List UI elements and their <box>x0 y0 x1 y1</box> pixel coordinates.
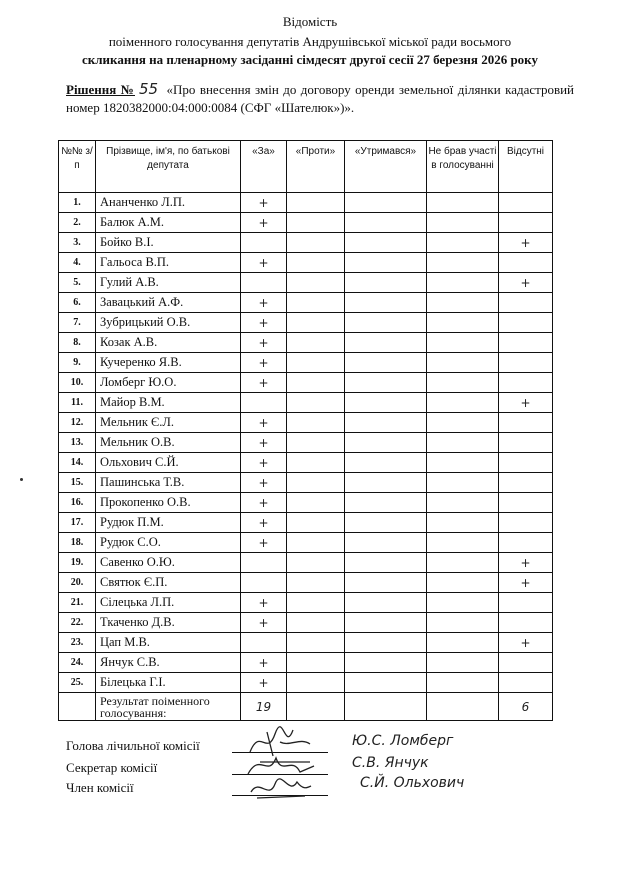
secretary-label: Секретар комісії <box>66 760 158 775</box>
vote-cell-vidsutni <box>499 373 553 393</box>
vote-cell-za <box>241 553 287 573</box>
vote-cell-ne-brav <box>427 453 499 473</box>
vote-cell-vidsutni <box>499 413 553 433</box>
vote-cell-utrymavsia <box>345 533 427 553</box>
result-row <box>59 693 553 721</box>
vote-cell-proty <box>287 493 345 513</box>
vote-cell-utrymavsia <box>345 313 427 333</box>
vote-cell-proty <box>287 533 345 553</box>
row-number: 22. <box>59 613 96 633</box>
deputy-name: Бойко В.І. <box>96 233 241 253</box>
vote-cell-utrymavsia <box>345 653 427 673</box>
vote-cell-vidsutni <box>499 293 553 313</box>
member-name: С.Й. Ольхович <box>360 775 465 791</box>
row-number: 6. <box>59 293 96 313</box>
vote-cell-vidsutni <box>499 673 553 693</box>
row-number: 3. <box>59 233 96 253</box>
row-number: 20. <box>59 573 96 593</box>
vote-cell-proty <box>287 333 345 353</box>
vote-cell-ne-brav <box>427 513 499 533</box>
vote-cell-vidsutni <box>499 473 553 493</box>
vote-cell-za <box>241 573 287 593</box>
vote-cell-utrymavsia <box>345 433 427 453</box>
table-row <box>59 393 553 413</box>
vote-cell-vidsutni <box>499 313 553 333</box>
vote-cell-za <box>241 233 287 253</box>
vote-cell-proty <box>287 193 345 213</box>
vote-cell-ne-brav <box>427 673 499 693</box>
vote-cell-proty <box>287 613 345 633</box>
row-number: 13. <box>59 433 96 453</box>
deputy-name: Майор В.М. <box>96 393 241 413</box>
deputy-name: Гулий А.В. <box>96 273 241 293</box>
row-number: 18. <box>59 533 96 553</box>
table-row <box>59 573 553 593</box>
header-name: Прізвище, ім'я, по батькові депутата <box>96 141 241 193</box>
table-row <box>59 653 553 673</box>
row-number: 2. <box>59 213 96 233</box>
vote-cell-ne-brav <box>427 313 499 333</box>
vote-cell-proty <box>287 313 345 333</box>
table-row <box>59 213 553 233</box>
header-utrymavsia: «Утримався» <box>345 141 427 193</box>
deputy-name: Прокопенко О.В. <box>96 493 241 513</box>
vote-cell-ne-brav <box>427 533 499 553</box>
vote-cell-za: + <box>241 353 287 373</box>
deputy-name: Білецька Г.І. <box>96 673 241 693</box>
vote-cell-vidsutni <box>499 253 553 273</box>
vote-cell-vidsutni: + <box>499 553 553 573</box>
deputy-name: Святюк Є.П. <box>96 573 241 593</box>
vote-cell-utrymavsia <box>345 293 427 313</box>
vote-cell-proty <box>287 413 345 433</box>
vote-cell-utrymavsia <box>345 453 427 473</box>
vote-cell-proty <box>287 593 345 613</box>
table-row <box>59 273 553 293</box>
vote-cell-utrymavsia <box>345 613 427 633</box>
header-number: №№ з/п <box>59 141 96 193</box>
vote-cell-ne-brav <box>427 333 499 353</box>
vote-cell-proty <box>287 513 345 533</box>
deputy-name: Балюк А.М. <box>96 213 241 233</box>
result-za-count: 19 <box>241 693 287 721</box>
table-row <box>59 633 553 653</box>
vote-cell-vidsutni <box>499 353 553 373</box>
vote-cell-utrymavsia <box>345 253 427 273</box>
vote-cell-vidsutni <box>499 593 553 613</box>
session-line: скликання на пленарному засіданні сімдесят другої сесії 27 березня 2026 року <box>82 52 538 67</box>
row-number: 14. <box>59 453 96 473</box>
row-number: 24. <box>59 653 96 673</box>
vote-cell-za: + <box>241 533 287 553</box>
vote-cell-proty <box>287 453 345 473</box>
result-ne-brav-cell <box>427 693 499 721</box>
row-number: 4. <box>59 253 96 273</box>
vote-cell-vidsutni <box>499 213 553 233</box>
table-row <box>59 353 553 373</box>
vote-cell-proty <box>287 373 345 393</box>
deputy-name: Козак А.В. <box>96 333 241 353</box>
vote-cell-za: + <box>241 653 287 673</box>
vote-cell-proty <box>287 673 345 693</box>
vote-cell-proty <box>287 473 345 493</box>
result-utrymavsia-cell <box>345 693 427 721</box>
vote-cell-utrymavsia <box>345 673 427 693</box>
vote-cell-za: + <box>241 493 287 513</box>
vote-cell-utrymavsia <box>345 233 427 253</box>
result-label: Результат поіменного голосування: <box>96 693 241 721</box>
deputy-name: Ломберг Ю.О. <box>96 373 241 393</box>
vote-cell-utrymavsia <box>345 553 427 573</box>
result-empty-cell <box>59 693 96 721</box>
table-row <box>59 313 553 333</box>
table-row <box>59 513 553 533</box>
vote-cell-vidsutni <box>499 513 553 533</box>
vote-cell-ne-brav <box>427 573 499 593</box>
vote-cell-za: + <box>241 193 287 213</box>
vote-cell-vidsutni <box>499 193 553 213</box>
vote-cell-proty <box>287 573 345 593</box>
table-row <box>59 233 553 253</box>
vote-cell-za: + <box>241 513 287 533</box>
vote-table-body <box>59 193 553 693</box>
vote-cell-utrymavsia <box>345 473 427 493</box>
row-number: 9. <box>59 353 96 373</box>
vote-cell-proty <box>287 253 345 273</box>
vote-cell-utrymavsia <box>345 493 427 513</box>
vote-cell-ne-brav <box>427 553 499 573</box>
vote-cell-za: + <box>241 313 287 333</box>
vote-cell-ne-brav <box>427 213 499 233</box>
table-row <box>59 253 553 273</box>
row-number: 16. <box>59 493 96 513</box>
vote-cell-ne-brav <box>427 393 499 413</box>
deputy-name: Ткаченко Д.В. <box>96 613 241 633</box>
vote-cell-utrymavsia <box>345 413 427 433</box>
vote-cell-za: + <box>241 253 287 273</box>
deputy-name: Янчук С.В. <box>96 653 241 673</box>
vote-cell-utrymavsia <box>345 333 427 353</box>
row-number: 8. <box>59 333 96 353</box>
header-proty: «Проти» <box>287 141 345 193</box>
stray-dot <box>20 478 23 481</box>
vote-cell-utrymavsia <box>345 193 427 213</box>
vote-cell-utrymavsia <box>345 393 427 413</box>
vote-cell-za: + <box>241 293 287 313</box>
vote-cell-vidsutni: + <box>499 633 553 653</box>
vote-cell-proty <box>287 233 345 253</box>
row-number: 17. <box>59 513 96 533</box>
vote-cell-vidsutni: + <box>499 273 553 293</box>
vote-cell-vidsutni: + <box>499 573 553 593</box>
vote-cell-utrymavsia <box>345 373 427 393</box>
vote-cell-za: + <box>241 613 287 633</box>
table-row <box>59 433 553 453</box>
vote-cell-za <box>241 633 287 653</box>
vote-cell-vidsutni <box>499 533 553 553</box>
member-label: Член комісії <box>66 780 134 795</box>
vote-cell-proty <box>287 633 345 653</box>
vote-cell-vidsutni <box>499 453 553 473</box>
chair-label: Голова лічильної комісії <box>66 738 200 753</box>
table-header-row <box>59 141 553 193</box>
vote-cell-za: + <box>241 213 287 233</box>
vote-cell-ne-brav <box>427 413 499 433</box>
vote-cell-za: + <box>241 673 287 693</box>
vote-cell-utrymavsia <box>345 513 427 533</box>
deputy-name: Мельник Є.Л. <box>96 413 241 433</box>
member-signature <box>245 770 315 804</box>
header-vidsutni: Відсутні <box>499 141 553 193</box>
result-proty-cell <box>287 693 345 721</box>
table-row <box>59 293 553 313</box>
vote-cell-ne-brav <box>427 653 499 673</box>
vote-cell-ne-brav <box>427 353 499 373</box>
vote-cell-ne-brav <box>427 473 499 493</box>
deputy-name: Рудюк С.О. <box>96 533 241 553</box>
document-subtitle: поіменного голосування депутатів Андрушівської міської ради восьмого <box>108 34 512 49</box>
vote-cell-za <box>241 273 287 293</box>
row-number: 5. <box>59 273 96 293</box>
table-row <box>59 193 553 213</box>
vote-cell-ne-brav <box>427 293 499 313</box>
vote-cell-za: + <box>241 413 287 433</box>
vote-cell-ne-brav <box>427 613 499 633</box>
row-number: 21. <box>59 593 96 613</box>
table-row <box>59 613 553 633</box>
table-row <box>59 473 553 493</box>
vote-cell-vidsutni <box>499 433 553 453</box>
vote-cell-proty <box>287 273 345 293</box>
table-row <box>59 333 553 353</box>
vote-cell-ne-brav <box>427 493 499 513</box>
vote-cell-za: + <box>241 453 287 473</box>
vote-cell-ne-brav <box>427 373 499 393</box>
decision-block <box>66 80 574 117</box>
vote-cell-utrymavsia <box>345 353 427 373</box>
vote-cell-ne-brav <box>427 633 499 653</box>
header-za: «За» <box>241 141 287 193</box>
row-number: 23. <box>59 633 96 653</box>
deputy-name: Завацький А.Ф. <box>96 293 241 313</box>
vote-cell-vidsutni: + <box>499 233 553 253</box>
table-row <box>59 413 553 433</box>
deputy-name: Пашинська Т.В. <box>96 473 241 493</box>
row-number: 12. <box>59 413 96 433</box>
table-row <box>59 593 553 613</box>
decision-label: Рішення № <box>66 82 135 97</box>
row-number: 1. <box>59 193 96 213</box>
row-number: 7. <box>59 313 96 333</box>
table-row <box>59 453 553 473</box>
vote-cell-za: + <box>241 333 287 353</box>
row-number: 10. <box>59 373 96 393</box>
vote-cell-ne-brav <box>427 273 499 293</box>
table-row <box>59 373 553 393</box>
vote-table <box>58 140 553 721</box>
vote-cell-ne-brav <box>427 593 499 613</box>
vote-cell-ne-brav <box>427 253 499 273</box>
vote-cell-za <box>241 393 287 413</box>
document-title: Відомість <box>282 14 338 29</box>
chair-name: Ю.С. Ломберг <box>352 733 454 749</box>
deputy-name: Кучеренко Я.В. <box>96 353 241 373</box>
deputy-name: Гальоса В.П. <box>96 253 241 273</box>
vote-cell-proty <box>287 213 345 233</box>
vote-cell-za: + <box>241 433 287 453</box>
deputy-name: Сілецька Л.П. <box>96 593 241 613</box>
secretary-name: С.В. Янчук <box>352 755 429 771</box>
vote-cell-proty <box>287 293 345 313</box>
vote-cell-ne-brav <box>427 233 499 253</box>
decision-number: 55 <box>138 80 159 98</box>
row-number: 19. <box>59 553 96 573</box>
vote-cell-za: + <box>241 373 287 393</box>
row-number: 25. <box>59 673 96 693</box>
table-row <box>59 533 553 553</box>
deputy-name: Ольхович С.Й. <box>96 453 241 473</box>
vote-cell-vidsutni: + <box>499 393 553 413</box>
header-ne-brav-uchasti: Не брав участі в голосуванні <box>427 141 499 193</box>
vote-cell-ne-brav <box>427 193 499 213</box>
table-row <box>59 553 553 573</box>
decision-text: «Про внесення змін до договору оренди земельної ділянки кадастровий номер 1820382000:04:000:0084 (СФГ «Шателюк»)». <box>66 82 575 115</box>
vote-cell-proty <box>287 353 345 373</box>
deputy-name: Савенко О.Ю. <box>96 553 241 573</box>
deputy-name: Зубрицький О.В. <box>96 313 241 333</box>
deputy-name: Цап М.В. <box>96 633 241 653</box>
vote-cell-proty <box>287 393 345 413</box>
vote-cell-utrymavsia <box>345 633 427 653</box>
table-row <box>59 493 553 513</box>
vote-cell-vidsutni <box>499 493 553 513</box>
result-vidsutni-count: 6 <box>499 693 553 721</box>
vote-cell-ne-brav <box>427 433 499 453</box>
vote-cell-proty <box>287 653 345 673</box>
deputy-name: Ананченко Л.П. <box>96 193 241 213</box>
row-number: 11. <box>59 393 96 413</box>
vote-cell-proty <box>287 553 345 573</box>
vote-cell-utrymavsia <box>345 213 427 233</box>
vote-cell-utrymavsia <box>345 593 427 613</box>
vote-cell-vidsutni <box>499 613 553 633</box>
vote-cell-za: + <box>241 593 287 613</box>
deputy-name: Рудюк П.М. <box>96 513 241 533</box>
vote-cell-vidsutni <box>499 653 553 673</box>
vote-cell-utrymavsia <box>345 573 427 593</box>
table-row <box>59 673 553 693</box>
vote-cell-vidsutni <box>499 333 553 353</box>
vote-cell-utrymavsia <box>345 273 427 293</box>
row-number: 15. <box>59 473 96 493</box>
deputy-name: Мельник О.В. <box>96 433 241 453</box>
vote-cell-za: + <box>241 473 287 493</box>
vote-cell-proty <box>287 433 345 453</box>
